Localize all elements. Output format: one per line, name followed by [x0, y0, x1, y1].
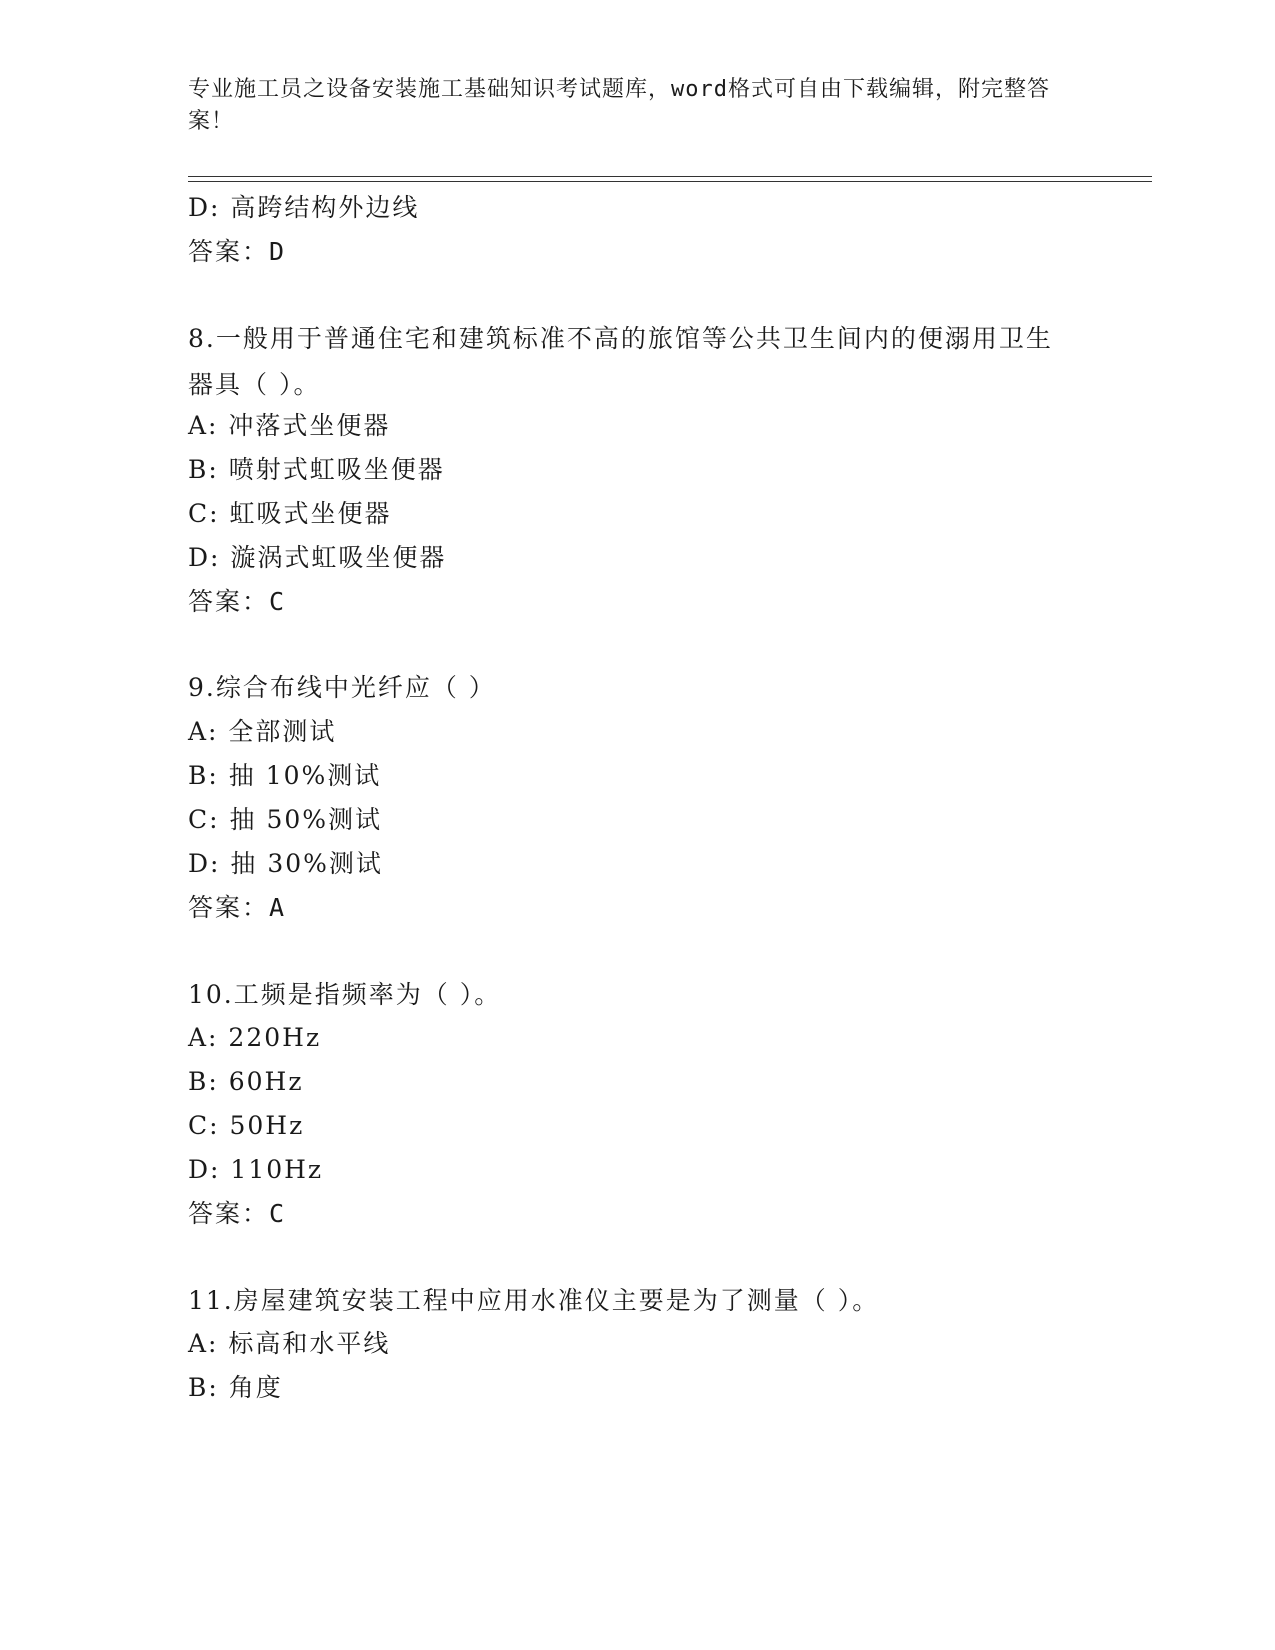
question-9-option-d: D: 抽 30%测试 — [188, 849, 383, 878]
question-11-option-b: B: 角度 — [188, 1373, 283, 1402]
question-11-option-a: A: 标高和水平线 — [188, 1329, 391, 1358]
question-8-option-d: D: 漩涡式虹吸坐便器 — [188, 543, 447, 572]
question-10-option-d: D: 110Hz — [188, 1155, 324, 1184]
question-8-answer: 答案：C — [188, 587, 287, 616]
question-8-option-c: C: 虹吸式坐便器 — [188, 499, 392, 528]
question-11-title: 11.房屋建筑安装工程中应用水准仪主要是为了测量（ ）。 — [188, 1286, 880, 1315]
question-8-title: 8.一般用于普通住宅和建筑标准不高的旅馆等公共卫生间内的便溺用卫生器具（ ）。 — [188, 324, 1053, 399]
question-10-title: 10.工频是指频率为（ ）。 — [188, 980, 502, 1009]
question-9-title: 9.综合布线中光纤应（ ） — [188, 673, 496, 702]
question-8-option-b: B: 喷射式虹吸坐便器 — [188, 455, 445, 484]
header-divider-bottom — [188, 181, 1152, 182]
question-10-answer: 答案：C — [188, 1199, 287, 1228]
question-9-option-b: B: 抽 10%测试 — [188, 761, 382, 790]
question-9-option-c: C: 抽 50%测试 — [188, 805, 383, 834]
question-9-option-a: A: 全部测试 — [188, 717, 337, 746]
document-header: 专业施工员之设备安装施工基础知识考试题库，word格式可自由下载编辑，附完整答案！ — [188, 77, 1050, 134]
prev-option-d: D: 高跨结构外边线 — [188, 193, 420, 222]
prev-answer: 答案：D — [188, 237, 287, 266]
question-8-option-a: A: 冲落式坐便器 — [188, 411, 391, 440]
question-9-answer: 答案：A — [188, 893, 287, 922]
question-10-option-a: A: 220Hz — [188, 1023, 322, 1052]
question-10-option-b: B: 60Hz — [188, 1067, 304, 1096]
header-divider-top — [188, 176, 1152, 177]
question-10-option-c: C: 50Hz — [188, 1111, 305, 1140]
